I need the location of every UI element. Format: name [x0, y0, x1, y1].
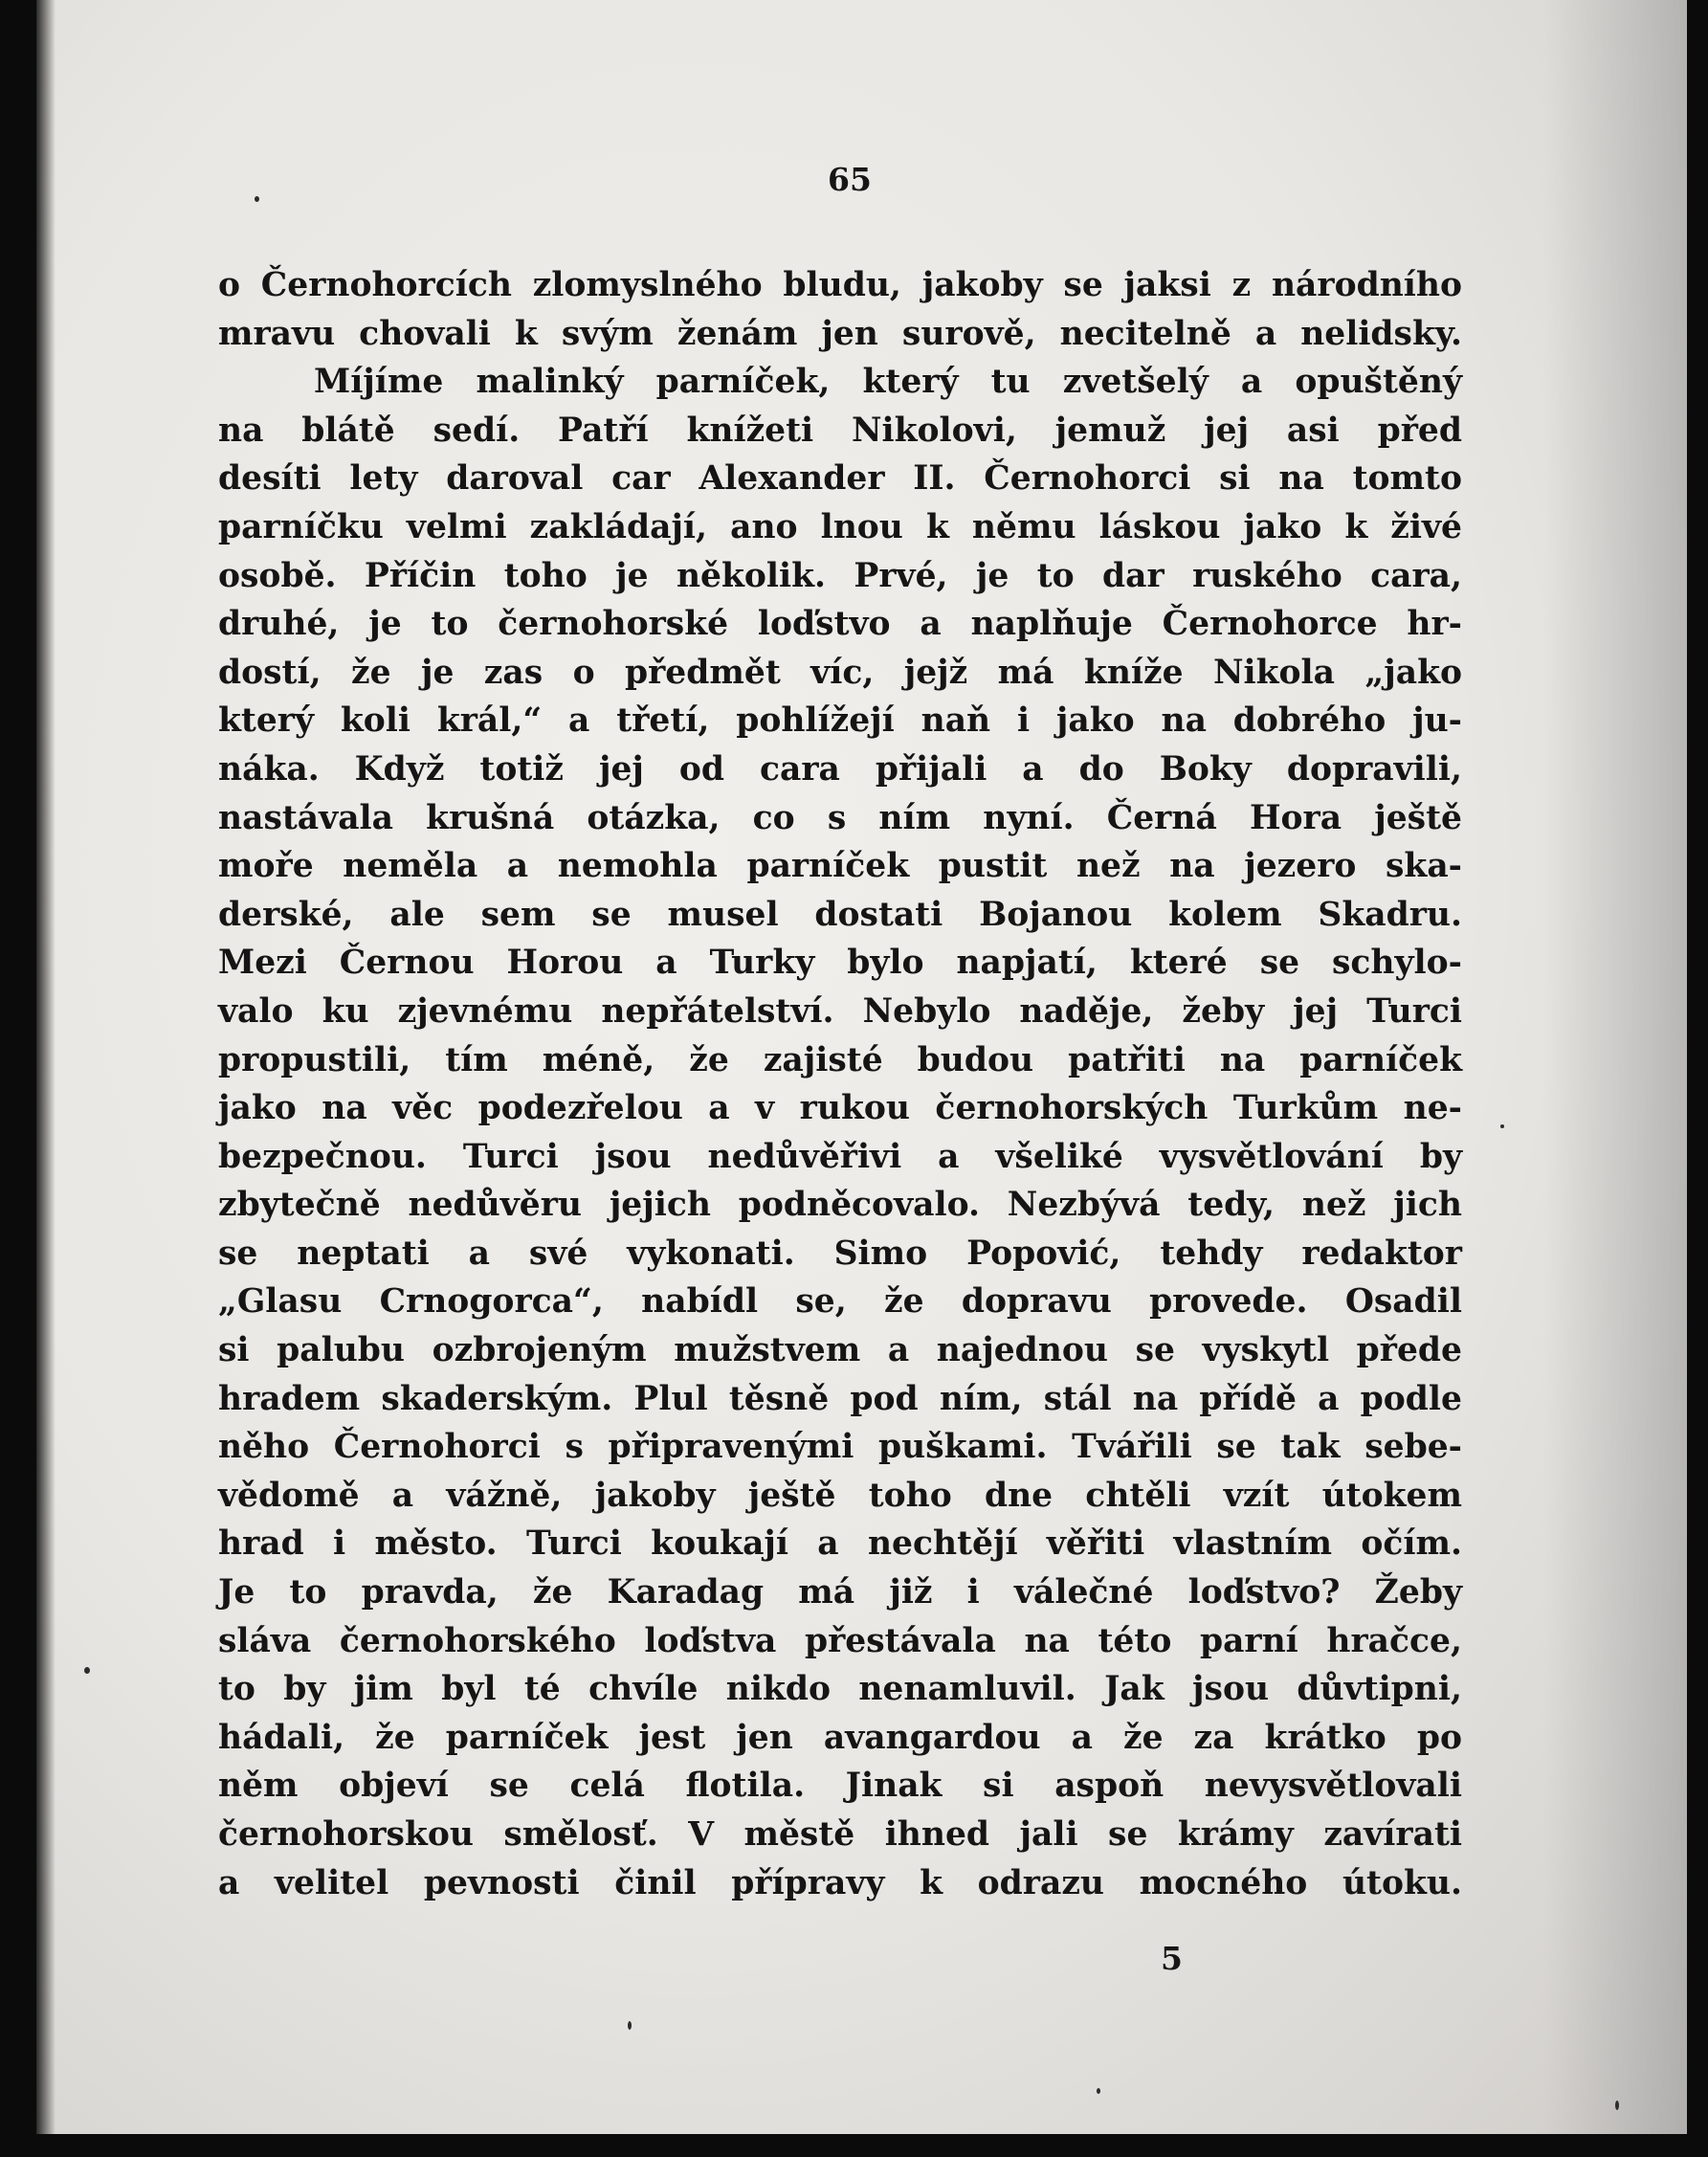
- text-line: dostí, že je zas o předmět víc, jejž má kníže Nikola „jako: [218, 653, 1462, 692]
- body-text: [218, 261, 1462, 1907]
- page-edge-shadow-left: [36, 0, 55, 2134]
- scan-speck: [1500, 1124, 1504, 1128]
- text-line: o Černohorcích zlomyslného bludu, jakoby se jaksi z národního: [218, 266, 1462, 304]
- text-line: náka. Když totiž jej od cara přijali a do Boky dopravili,: [218, 749, 1462, 789]
- page-number: 65: [828, 161, 872, 198]
- text-line: desíti lety daroval car Alexander II. Černohorci si na tomto: [218, 459, 1462, 499]
- text-line: moře neměla a nemohla parníček pustit než na jezero ska-: [218, 847, 1462, 886]
- text-line: Mezi Černou Horou a Turky bylo napjatí, které se schylo-: [218, 944, 1462, 983]
- text-line: hrad i město. Turci koukají a nechtějí věřiti vlastním očím.: [218, 1524, 1462, 1564]
- text-line: si palubu ozbrojeným mužstvem a najednou se vyskytl přede: [218, 1331, 1462, 1370]
- scan-speck: [84, 1667, 90, 1674]
- text-line: to by jim byl té chvíle nikdo nenamluvil. Jak jsou důvtipni,: [218, 1670, 1462, 1709]
- text-line: nastávala krušná otázka, co s ním nyní. Černá Hora ještě: [218, 798, 1462, 837]
- text-line: hádali, že parníček jest jen avangardou a že za krátko po: [218, 1718, 1462, 1757]
- text-line: na blátě sedí. Patří knížeti Nikolovi, jemuž jej asi před: [218, 411, 1462, 450]
- scan-speck: [255, 196, 259, 202]
- text-line: jako na věc podezřelou a v rukou černohorských Turkům ne-: [218, 1089, 1462, 1128]
- text-line: derské, ale sem se musel dostati Bojanou kolem Skadru.: [218, 895, 1462, 934]
- text-line: parníčku velmi zakládají, ano lnou k němu láskou jako k živé: [218, 507, 1462, 546]
- text-line: bezpečnou. Turci jsou nedůvěřivi a všeliké vysvětlování by: [218, 1137, 1462, 1176]
- text-line: vědomě a vážně, jakoby ještě toho dne chtěli vzít útokem: [218, 1476, 1462, 1515]
- text-line: valo ku zjevnému nepřátelství. Nebylo naděje, žeby jej Turci: [218, 991, 1462, 1031]
- text-line: osobě. Příčin toho je několik. Prvé, je to dar ruského cara,: [218, 556, 1462, 595]
- text-line: sláva černohorského loďstva přestávala na této parní hračce,: [218, 1621, 1462, 1660]
- scan-speck: [1097, 2088, 1100, 2094]
- signature-mark: 5: [1161, 1940, 1183, 1977]
- text-line: druhé, je to černohorské loďstvo a naplňuje Černohorce hr-: [218, 605, 1462, 644]
- scan-speck: [628, 2021, 632, 2030]
- text-line: černohorskou smělosť. V městě ihned jali se krámy zavírati: [218, 1815, 1462, 1854]
- text-line: hradem skaderským. Plul těsně pod ním, stál na přídě a podle: [218, 1379, 1462, 1418]
- text-line: něm objeví se celá flotila. Jinak si aspoň nevysvětlovali: [218, 1767, 1462, 1806]
- scanned-page: [36, 0, 1687, 2134]
- text-line: se neptati a své vykonati. Simo Popović, tehdy redaktor: [218, 1234, 1462, 1273]
- text-line: Je to pravda, že Karadag má již i válečné loďstvo? Žeby: [218, 1573, 1462, 1612]
- text-line-paragraph-start: Míjíme malinký parníček, který tu zvetšelý a opuštěný: [314, 363, 1462, 402]
- text-line: mravu chovali k svým ženám jen surově, necitelně a nelidsky.: [218, 314, 1462, 353]
- page-edge-shadow-right: [1543, 0, 1687, 2134]
- scan-speck: [1615, 2101, 1619, 2110]
- text-line: něho Černohorci s připravenými puškami. Tvářili se tak sebe-: [218, 1428, 1462, 1467]
- text-line: a velitel pevnosti činil přípravy k odrazu mocného útoku.: [218, 1863, 1462, 1902]
- text-line: propustili, tím méně, že zajisté budou patřiti na parníček: [218, 1040, 1462, 1079]
- text-line: zbytečně nedůvěru jejich podněcovalo. Nezbývá tedy, než jich: [218, 1186, 1462, 1225]
- text-line: který koli král,“ a třetí, pohlížejí naň i jako na dobrého ju-: [218, 701, 1462, 741]
- text-line: „Glasu Crnogorca“, nabídl se, že dopravu provede. Osadil: [218, 1282, 1462, 1322]
